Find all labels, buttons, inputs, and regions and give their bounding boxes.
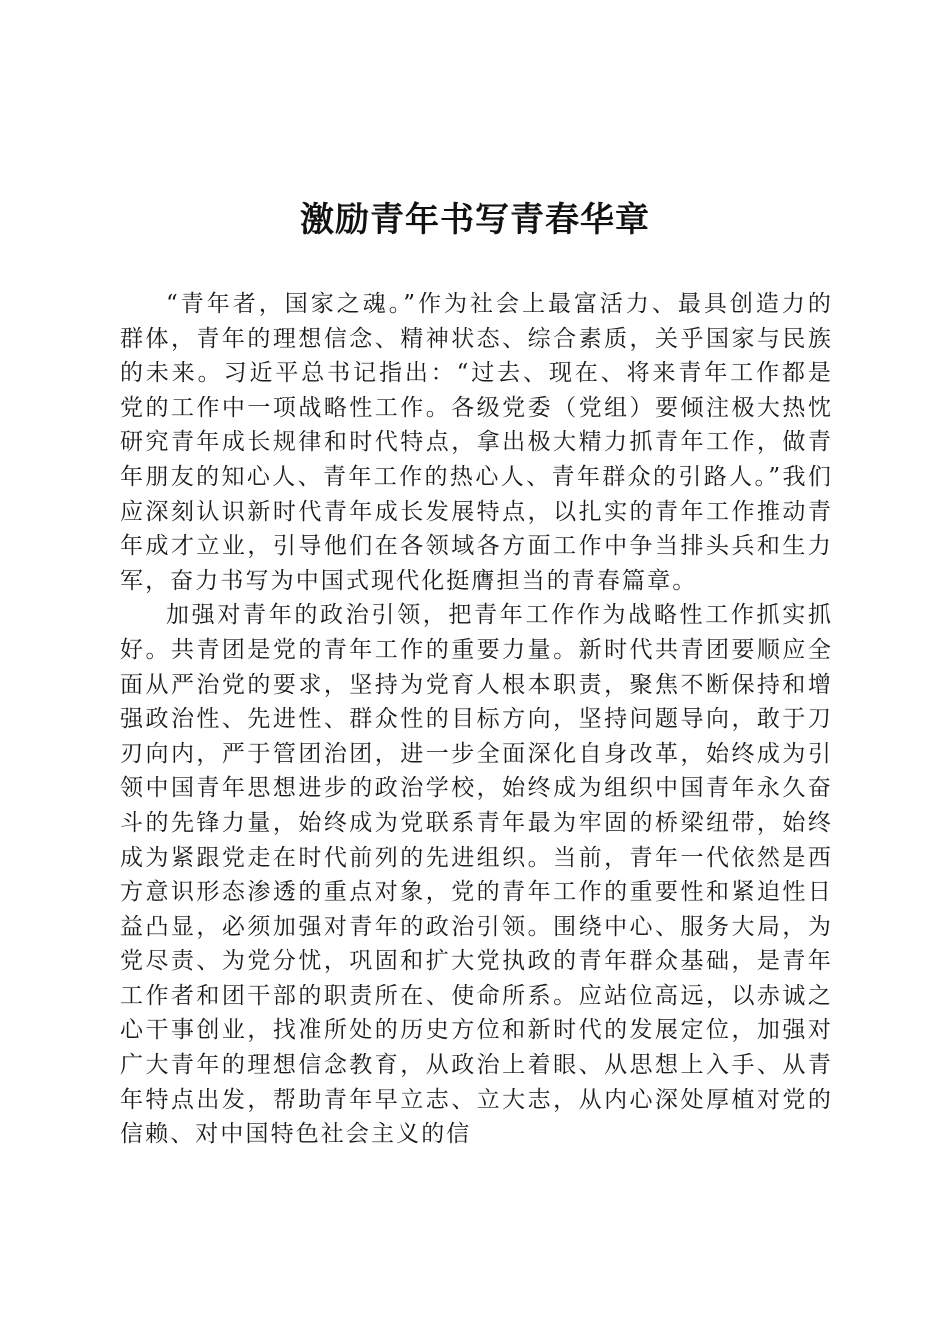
paragraph-2: 加强对青年的政治引领，把青年工作作为战略性工作抓实抓好。共青团是党的青年工作的重要力量。新时代共青团要顺应全面从严治党的要求，坚持为党育人根本职责，聚焦不断保持和增强政治性、先进性、群众性的目标方向，坚持问题导向，敢于刀刃向内，严于管团治团，进一步全面深化自身改革，始终成为引领中国青年思想进步的政治学校，始终成为组织中国青年永久奋斗的先锋力量，始终成为党联系青年最为牢固的桥梁纽带，始终成为紧跟党走在时代前列的先进组织。当前，青年一代依然是西方意识形态渗透的重点对象，党的青年工作的重要性和紧迫性日益凸显，必须加强对青年的政治引领。围绕中心、服务大局，为党尽责、为党分忧，巩固和扩大党执政的青年群众基础，是青年工作者和团干部的职责所在、使命所系。应站位高远，以赤诚之心干事创业，找准所处的历史方位和新时代的发展定位，加强对广大青年的理想信念教育，从政治上着眼、从思想上入手、从青年特点出发，帮助青年早立志、立大志，从内心深处厚植对党的信赖、对中国特色社会主义的信 <box>120 602 833 1148</box>
document-body <box>120 287 833 1152</box>
paragraph-1: “青年者，国家之魂。”作为社会上最富活力、最具创造力的群体，青年的理想信念、精神状态、综合素质，关乎国家与民族的未来。习近平总书记指出：“过去、现在、将来青年工作都是党的工作中一项战略性工作。各级党委（党组）要倾注极大热忱研究青年成长规律和时代特点，拿出极大精力抓青年工作，做青年朋友的知心人、青年工作的热心人、青年群众的引路人。”我们应深刻认识新时代青年成长发展特点，以扎实的青年工作推动青年成才立业，引导他们在各领域各方面工作中争当排头兵和生力军，奋力书写为中国式现代化挺膺担当的青春篇章。 <box>120 291 833 594</box>
document-title: 激励青年书写青春华章 <box>300 200 650 240</box>
